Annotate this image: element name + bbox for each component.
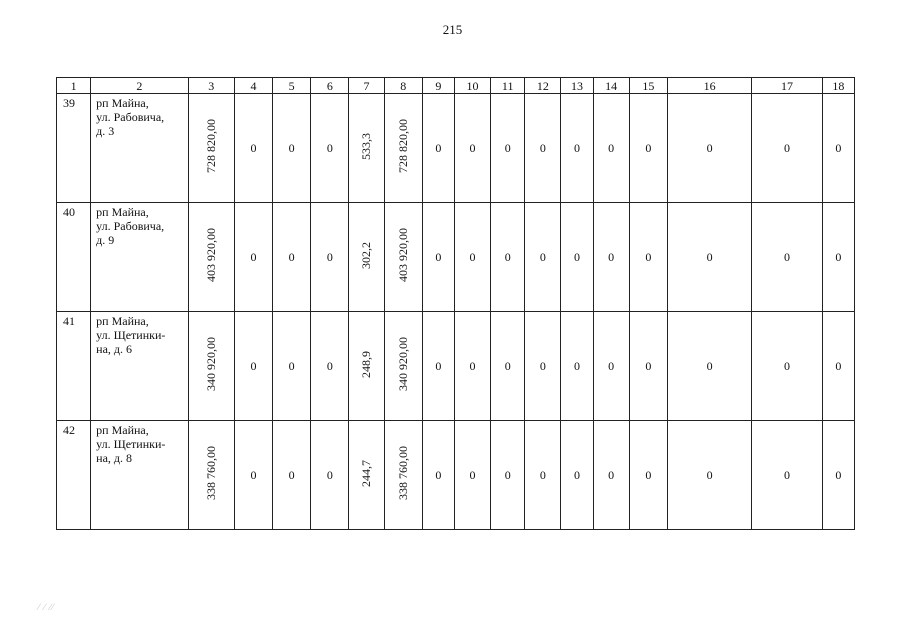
column-header: 16 xyxy=(667,78,751,94)
cost-cell xyxy=(384,94,422,203)
value-cell: 0 xyxy=(752,94,822,203)
value-cell: 0 xyxy=(234,203,272,312)
address-line: д. 3 xyxy=(96,124,115,138)
value-cell: 0 xyxy=(525,421,561,530)
value-cell: 0 xyxy=(454,421,490,530)
address-line: ул. Щетинки- xyxy=(96,437,166,451)
address-line: ул. Рабовича, xyxy=(96,219,165,233)
value-cell: 0 xyxy=(525,94,561,203)
address-line: д. 9 xyxy=(96,233,115,247)
value-cell: 0 xyxy=(525,312,561,421)
value-cell: 0 xyxy=(491,203,525,312)
column-header: 2 xyxy=(91,78,188,94)
address-line: рп Майна, xyxy=(96,205,149,219)
column-header: 1 xyxy=(57,78,91,94)
value-cell: 0 xyxy=(667,94,751,203)
cost-value: 403 920,00 xyxy=(203,228,218,282)
area-value: 248,9 xyxy=(359,350,373,378)
value-cell: 0 xyxy=(422,203,454,312)
value-cell: 0 xyxy=(629,94,667,203)
cost-cell xyxy=(384,312,422,421)
value-cell: 0 xyxy=(454,203,490,312)
value-cell: 0 xyxy=(454,312,490,421)
cost-value: 340 920,00 xyxy=(203,337,218,391)
value-cell: 0 xyxy=(822,421,854,530)
area-cell xyxy=(349,94,384,203)
table-row xyxy=(57,94,855,203)
value-cell: 0 xyxy=(667,421,751,530)
value-cell: 0 xyxy=(273,421,311,530)
column-header: 9 xyxy=(422,78,454,94)
address-line: рп Майна, xyxy=(96,96,149,110)
table-row xyxy=(57,312,855,421)
register-table xyxy=(56,77,855,530)
cost-cell xyxy=(188,203,234,312)
cost-value: 338 760,00 xyxy=(395,446,410,500)
value-cell: 0 xyxy=(273,203,311,312)
scan-mark: ⁄ ⁄ ⁄⁄ xyxy=(38,602,55,612)
value-cell: 0 xyxy=(822,203,854,312)
value-cell: 0 xyxy=(752,312,822,421)
area-value: 244,7 xyxy=(359,459,373,487)
column-header: 14 xyxy=(593,78,629,94)
value-cell: 0 xyxy=(234,94,272,203)
value-cell: 0 xyxy=(273,312,311,421)
column-header: 10 xyxy=(454,78,490,94)
value-cell: 0 xyxy=(629,203,667,312)
column-header: 15 xyxy=(629,78,667,94)
value-cell: 0 xyxy=(629,421,667,530)
area-cell xyxy=(349,312,384,421)
value-cell: 0 xyxy=(667,312,751,421)
column-header: 6 xyxy=(311,78,349,94)
cost-cell xyxy=(188,421,234,530)
address-cell xyxy=(91,203,188,312)
table-row xyxy=(57,203,855,312)
address-line: на, д. 6 xyxy=(96,342,133,356)
cost-value: 338 760,00 xyxy=(203,446,218,500)
row-number: 42 xyxy=(57,421,91,530)
column-header: 4 xyxy=(234,78,272,94)
area-cell xyxy=(349,203,384,312)
address-cell xyxy=(91,312,188,421)
value-cell: 0 xyxy=(422,312,454,421)
value-cell: 0 xyxy=(422,94,454,203)
cost-cell xyxy=(384,421,422,530)
value-cell: 0 xyxy=(525,203,561,312)
cost-cell xyxy=(384,203,422,312)
cost-value: 340 920,00 xyxy=(395,337,410,391)
column-header: 13 xyxy=(561,78,593,94)
column-header: 11 xyxy=(491,78,525,94)
value-cell: 0 xyxy=(822,312,854,421)
address-cell xyxy=(91,94,188,203)
column-header: 18 xyxy=(822,78,854,94)
cost-cell xyxy=(188,312,234,421)
cost-value: 403 920,00 xyxy=(395,228,410,282)
cost-cell xyxy=(188,94,234,203)
value-cell: 0 xyxy=(311,203,349,312)
column-header: 3 xyxy=(188,78,234,94)
value-cell: 0 xyxy=(593,94,629,203)
value-cell: 0 xyxy=(234,312,272,421)
value-cell: 0 xyxy=(593,421,629,530)
value-cell: 0 xyxy=(752,421,822,530)
column-header: 12 xyxy=(525,78,561,94)
area-cell xyxy=(349,421,384,530)
value-cell: 0 xyxy=(561,203,593,312)
value-cell: 0 xyxy=(491,312,525,421)
row-number: 41 xyxy=(57,312,91,421)
value-cell: 0 xyxy=(822,94,854,203)
row-number: 39 xyxy=(57,94,91,203)
value-cell: 0 xyxy=(752,203,822,312)
table-row xyxy=(57,421,855,530)
value-cell: 0 xyxy=(454,94,490,203)
address-line: ул. Щетинки- xyxy=(96,328,166,342)
area-value: 533,3 xyxy=(359,132,373,160)
row-number: 40 xyxy=(57,203,91,312)
value-cell: 0 xyxy=(234,421,272,530)
value-cell: 0 xyxy=(273,94,311,203)
value-cell: 0 xyxy=(491,94,525,203)
address-line: рп Майна, xyxy=(96,314,149,328)
value-cell: 0 xyxy=(311,421,349,530)
column-header: 7 xyxy=(349,78,384,94)
value-cell: 0 xyxy=(561,94,593,203)
cost-value: 728 820,00 xyxy=(395,119,410,173)
column-header: 5 xyxy=(273,78,311,94)
value-cell: 0 xyxy=(561,312,593,421)
table-header-row xyxy=(57,78,855,94)
value-cell: 0 xyxy=(593,203,629,312)
area-value: 302,2 xyxy=(359,241,373,269)
value-cell: 0 xyxy=(561,421,593,530)
page-number: 215 xyxy=(442,22,463,37)
address-line: на, д. 8 xyxy=(96,451,133,465)
address-cell xyxy=(91,421,188,530)
value-cell: 0 xyxy=(311,94,349,203)
value-cell: 0 xyxy=(629,312,667,421)
address-line: рп Майна, xyxy=(96,423,149,437)
cost-value: 728 820,00 xyxy=(203,119,218,173)
value-cell: 0 xyxy=(593,312,629,421)
value-cell: 0 xyxy=(491,421,525,530)
value-cell: 0 xyxy=(422,421,454,530)
column-header: 8 xyxy=(384,78,422,94)
value-cell: 0 xyxy=(667,203,751,312)
value-cell: 0 xyxy=(311,312,349,421)
address-line: ул. Рабовича, xyxy=(96,110,165,124)
column-header: 17 xyxy=(752,78,822,94)
